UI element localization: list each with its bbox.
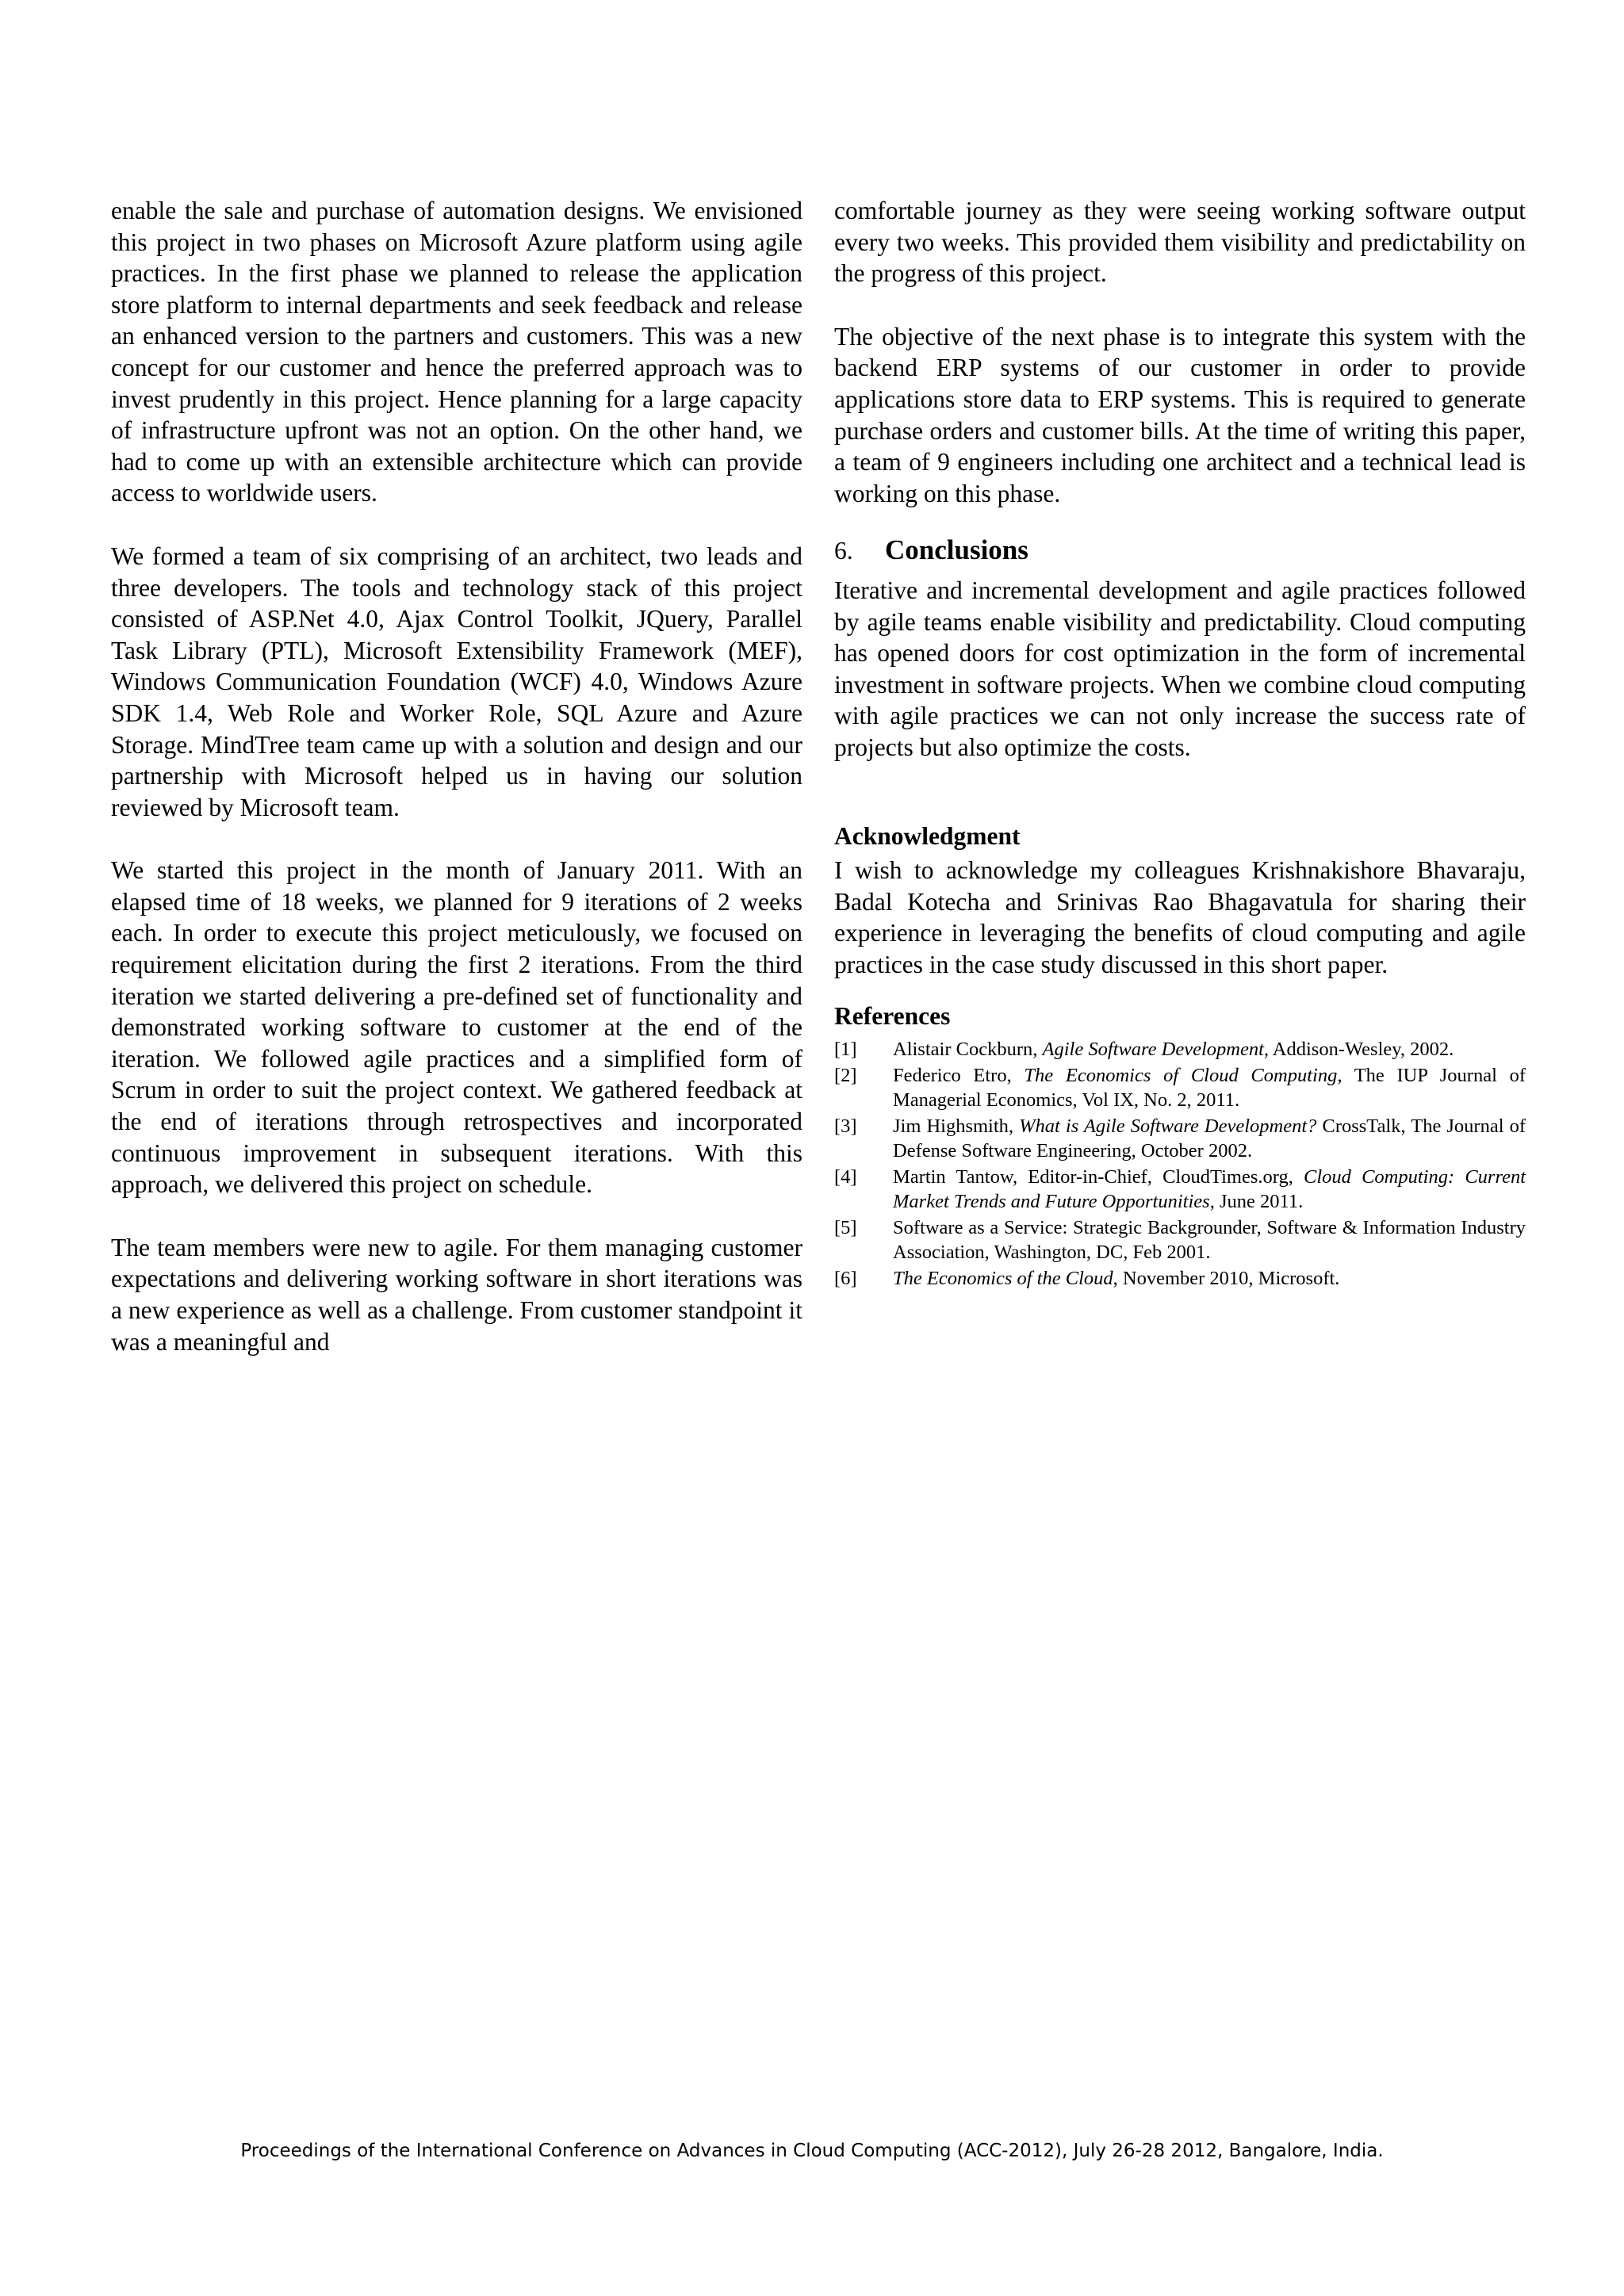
- paragraph-gap: [111, 1200, 802, 1232]
- body-paragraph: enable the sale and purchase of automation designs. We envisioned this project in two phases on Microsoft Azure platform using agile practices. In the first phase we planned to release the application store platform to internal departments and seek feedback and release an enhanced version to the partners and customers. This was a new concept for our customer and hence the preferred approach was to invest prudently in this project. Hence planning for a large capacity of infrastructure upfront was not an option. On the other hand, we had to come up with an extensible architecture which can provide access to worldwide users.: [111, 197, 802, 507]
- conclusions-paragraph: Iterative and incremental development and agile practices followed by agile teams enable visibility and predictability. Cloud computing has opened doors for cost optimization in the form of incremental investment in software projects. When we combine cloud computing with agile practices we can not only increase the success rate of projects but also optimize the costs.: [834, 576, 1526, 761]
- reference-number: [5]: [834, 1217, 857, 1239]
- reference-text-part: , Addison-Wesley, 2002.: [1263, 1039, 1454, 1061]
- reference-number: [3]: [834, 1115, 857, 1138]
- page-footer: Proceedings of the International Conference on Advances in Cloud Computing (ACC-2012), July 26-28 2012, Bangalore, India.: [240, 2141, 1384, 2161]
- reference-text-part: Martin Tantow, Editor-in-Chief, CloudTimes.org,: [893, 1166, 1304, 1188]
- reference-text-part: CrossTalk, The Journal of Defense Software Engineering, October 2002.: [893, 1115, 1526, 1162]
- reference-item: [834, 1215, 1526, 1265]
- reference-text: [893, 1063, 1526, 1112]
- body-paragraph: The team members were new to agile. For them managing customer expectations and delivering working software in short iterations was a new experience as well as a challenge. From customer standpoint it was a meaningful and: [111, 1233, 802, 1356]
- reference-number: [1]: [834, 1039, 857, 1061]
- reference-title: What is Agile Software Development?: [1019, 1115, 1317, 1138]
- paragraph-gap: [834, 289, 1526, 321]
- body-paragraph: comfortable journey as they were seeing working software output every two weeks. This provided them visibility and predictability on the progress of this project.: [834, 197, 1526, 288]
- reference-number: [2]: [834, 1065, 857, 1087]
- acknowledgment-heading: Acknowledgment: [834, 821, 1021, 850]
- reference-text-part: , November 2010, Microsoft.: [1113, 1268, 1340, 1290]
- paragraph-gap: [111, 509, 802, 541]
- reference-text-part: Software as a Service: Strategic Backgrounder, Software & Information Industry Association, Washington, DC, Feb 2001.: [893, 1217, 1526, 1264]
- reference-text-part: Jim Highsmith,: [893, 1115, 1020, 1138]
- reference-item: [834, 1114, 1526, 1163]
- reference-title: The Economics of the Cloud: [893, 1268, 1113, 1290]
- reference-text-part: Alistair Cockburn,: [893, 1039, 1043, 1061]
- reference-text: [893, 1266, 1526, 1291]
- body-paragraph: We formed a team of six comprising of an architect, two leads and three developers. The tools and technology stack of this project consisted of ASP.Net 4.0, Ajax Control Toolkit, JQuery, Parallel Task Library (PTL), Microsoft Extensibility Framework (MEF), Windows Communication Foundation (WCF) 4.0, Windows Azure SDK 1.4, Web Role and Worker Role, SQL Azure and Azure Storage. MindTree team came up with a solution and design and our partnership with Microsoft helped us in having our solution reviewed by Microsoft team.: [111, 541, 802, 821]
- right-column: [834, 195, 1526, 1292]
- references-heading: References: [834, 1002, 951, 1031]
- references-list: [834, 1037, 1526, 1291]
- reference-number: [4]: [834, 1166, 857, 1188]
- reference-text-part: , June 2011.: [1209, 1191, 1304, 1213]
- conclusions-heading: [834, 534, 1526, 567]
- reference-number: [6]: [834, 1268, 857, 1290]
- reference-item: [834, 1037, 1526, 1062]
- reference-item: [834, 1165, 1526, 1214]
- reference-text: [893, 1037, 1526, 1062]
- reference-text: [893, 1114, 1526, 1163]
- reference-item: [834, 1063, 1526, 1112]
- reference-title: Agile Software Development: [1042, 1039, 1264, 1061]
- body-paragraph: We started this project in the month of January 2011. With an elapsed time of 18 weeks, we planned for 9 iterations of 2 weeks each. In order to execute this project meticulously, we focused on requirement elicitation during the first 2 iterations. From the third iteration we started delivering a pre-defined set of functionality and demonstrated working software to customer at the end of the iteration. We followed agile practices and a simplified form of Scrum in order to suit the project context. We gathered feedback at the end of iterations through retrospectives and incorporated continuous improvement in subsequent iterations. With this approach, we delivered this project on schedule.: [111, 856, 802, 1199]
- section-title: Conclusions: [885, 534, 1028, 566]
- reference-item: [834, 1266, 1526, 1291]
- body-paragraph: The objective of the next phase is to integrate this system with the backend ERP systems of our customer in order to provide applications store data to ERP systems. This is required to generate purchase orders and customer bills. At the time of writing this paper, a team of 9 engineers including one architect and a technical lead is working on this phase.: [834, 322, 1526, 507]
- reference-title: The Economics of Cloud Computing: [1024, 1065, 1338, 1087]
- section-number: 6.: [834, 537, 853, 565]
- reference-text-part: Federico Etro,: [893, 1065, 1025, 1087]
- reference-text-part: , The IUP Journal of Managerial Economics, Vol IX, No. 2, 2011.: [893, 1065, 1526, 1112]
- reference-title: Cloud Computing: Current Market Trends and Future Opportunities: [893, 1166, 1526, 1213]
- reference-text: [893, 1215, 1526, 1265]
- acknowledgment-paragraph: I wish to acknowledge my colleagues Krishnakishore Bhavaraju, Badal Kotecha and Srinivas Rao Bhagavatula for sharing their experience in leveraging the benefits of cloud computing and agile practices in the case study discussed in this short paper.: [834, 856, 1526, 978]
- left-column: [111, 195, 802, 1357]
- reference-text: [893, 1165, 1526, 1214]
- paragraph-gap: [111, 823, 802, 855]
